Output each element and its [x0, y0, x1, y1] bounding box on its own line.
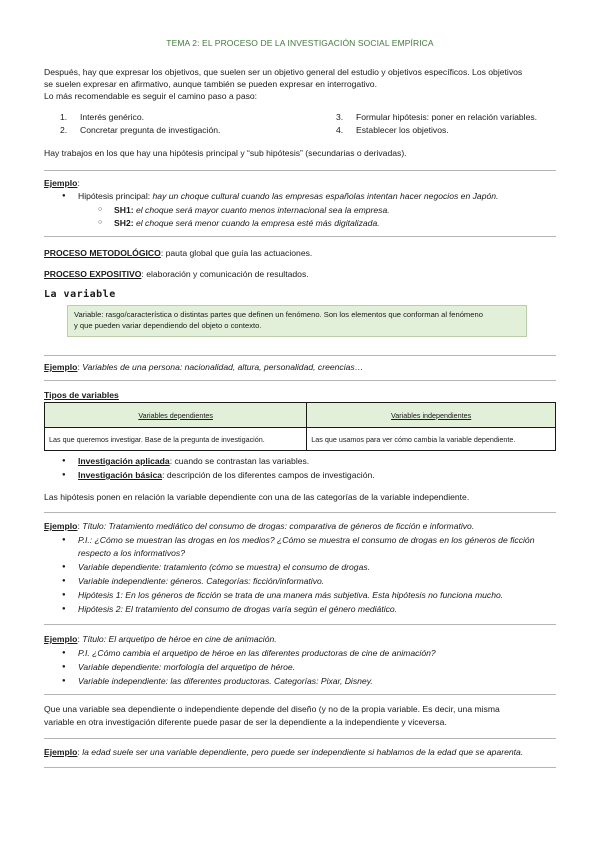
final-paragraph-line-1: Que una variable sea dependiente o independiente depende del diseño (y no de la propia variable. Es decir, una misma [44, 704, 500, 714]
example-3-bullet-5: ● Hipótesis 2: El tratamiento del consumo de drogas varía según el género mediático. [62, 603, 552, 615]
divider [44, 236, 556, 237]
sub-hypothesis-1 [98, 204, 548, 216]
intro-line-2: se suelen expresar en afirmativo, aunque también se pueden expresar en interrogativo. [44, 79, 377, 89]
divider [44, 694, 556, 695]
tipos-heading: Tipos de variables [44, 390, 119, 400]
investigacion-basica-label: Investigación básica [78, 470, 163, 480]
divider [44, 767, 556, 768]
investigacion-aplicada-text: : cuando se contrastan las variables. [169, 456, 310, 466]
variable-box-text-1: : rasgo/característica o distintas partes que definen un fenómeno. Son los elementos que conforman al fenómeno [101, 310, 483, 319]
investigacion-aplicada-label: Investigación aplicada [78, 456, 170, 466]
table-header-independientes: Variables independientes [307, 403, 556, 428]
investigacion-basica-text: : descripción de los diferentes campos de investigación. [162, 470, 375, 480]
step-3-number: 3. [336, 112, 344, 122]
example-3-bullet-1: ● P.I.: ¿Cómo se muestran las drogas en los medios? ¿Cómo se muestra el consumo de drogas en los géneros de ficción [62, 534, 552, 546]
example-label: Ejemplo [44, 178, 78, 188]
example-label: Ejemplo [44, 634, 78, 644]
sh2-label: SH2: [114, 218, 134, 228]
table-row [45, 428, 556, 451]
table-header-row [45, 403, 556, 428]
proceso-expositivo-text: elaboración y comunicación de resultados. [146, 269, 309, 279]
step-4-number: 4. [336, 125, 344, 135]
step-1-text: Interés genérico. [80, 112, 145, 122]
divider [44, 512, 556, 513]
main-hypothesis-text: hay un choque cultural cuando las empresas españolas intentan hacer negocios en Japón. [152, 191, 499, 201]
proceso-metodologico: PROCESO METODOLÓGICO: pauta global que guía las actuaciones. [44, 248, 313, 258]
intro-line-1: Después, hay que expresar los objetivos, que suelen ser un objetivo general del estudio y objetivos específicos. Los objetivos [44, 67, 523, 77]
example-4-bullet-2: ● Variable dependiente: morfología del arquetipo de héroe. [62, 661, 552, 673]
proceso-expositivo: PROCESO EXPOSITIVO: elaboración y comunicación de resultados. [44, 269, 309, 279]
sub-hypothesis-2 [98, 217, 548, 229]
variable-box-text-2: y que pueden variar dependiendo del objeto o contexto. [74, 321, 262, 330]
divider [44, 170, 556, 171]
example-5: Ejemplo: la edad suele ser una variable dependiente, pero puede ser independiente si hablamos de la edad que se aparenta. [44, 747, 524, 757]
example-3-bullet-1-cont: respecto a los informativos? [78, 548, 185, 558]
divider [44, 738, 556, 739]
example-2-text: Variables de una persona: nacionalidad, altura, personalidad, creencias… [82, 362, 364, 372]
step-3-text: Formular hipótesis: poner en relación variables. [356, 112, 538, 122]
intro-line-3: Lo más recomendable es seguir el camino paso a paso: [44, 91, 258, 101]
sh1-label: SH1: [114, 205, 134, 215]
example-4-title: Título: El arquetipo de héroe en cine de animación. [82, 634, 277, 644]
example-3-bullet-4: ● Hipótesis 1: En los géneros de ficción se trata de una manera más subjetiva. Esta hipótesis no funciona mucho. [62, 589, 552, 601]
divider [44, 355, 556, 356]
proceso-expositivo-label: PROCESO EXPOSITIVO [44, 269, 142, 279]
divider [44, 380, 556, 381]
table-header-dependientes: Variables dependientes [45, 403, 307, 428]
step-2-text: Concretar pregunta de investigación. [80, 125, 221, 135]
sh2-text: el choque será menor cuando la empresa esté más digitalizada. [135, 218, 380, 228]
page-title: TEMA 2: EL PROCESO DE LA INVESTIGACIÓN SOCIAL EMPÍRICA [166, 38, 434, 48]
variable-box-label: Variable [74, 310, 102, 319]
divider [44, 624, 556, 625]
variables-table [44, 402, 556, 451]
investigacion-aplicada [62, 455, 552, 467]
investigacion-basica [62, 469, 552, 481]
example-4-bullet-3: ● Variable independiente: las diferentes productoras. Categorías: Pixar, Disney. [62, 675, 552, 687]
table-cell-dependientes: Las que queremos investigar. Base de la pregunta de investigación. [45, 428, 307, 451]
variable-definition-box [67, 305, 527, 337]
example-1-label-line: Ejemplo: [44, 178, 80, 188]
proceso-metodologico-text: pauta global que guía las actuaciones. [165, 248, 313, 258]
step-1-number: 1. [60, 112, 68, 122]
example-4-bullet-1: ● P.I. ¿Cómo cambia el arquetipo de héroe en las diferentes productoras de cine de animación? [62, 647, 552, 659]
step-4-text: Establecer los objetivos. [356, 125, 449, 135]
la-variable-heading: La variable [44, 289, 116, 300]
hipotesis-relacion: Las hipótesis ponen en relación la variable dependiente con una de las categorías de la variable independiente. [44, 492, 470, 502]
example-label: Ejemplo [44, 747, 78, 757]
table-cell-independientes: Las que usamos para ver cómo cambia la variable dependiente. [307, 428, 556, 451]
example-3-title: Título: Tratamiento mediático del consumo de drogas: comparativa de géneros de ficción e informativo. [82, 521, 475, 531]
final-paragraph-line-2: variable en otra investigación diferente puede pasar de ser la dependiente a la independiente y viceversa. [44, 717, 447, 727]
proceso-metodologico-label: PROCESO METODOLÓGICO [44, 248, 161, 258]
example-3-title-line: Ejemplo: Título: Tratamiento mediático del consumo de drogas: comparativa de géneros de ficción e informativo. [44, 521, 475, 531]
example-label: Ejemplo [44, 362, 78, 372]
step-2-number: 2. [60, 125, 68, 135]
example-4-title-line: Ejemplo: Título: El arquetipo de héroe en cine de animación. [44, 634, 277, 644]
main-hypothesis-label: Hipótesis principal [78, 191, 148, 201]
sh1-text: el choque será mayor cuanto menos internacional sea la empresa. [135, 205, 390, 215]
example-1-main-hypothesis: ● Hipótesis principal: hay un choque cultural cuando las empresas españolas intentan hacer negocios en Japón. [62, 190, 552, 202]
example-3-bullet-2: ● Variable dependiente: tratamiento (cómo se muestra) el consumo de drogas. [62, 561, 552, 573]
example-2: Ejemplo: Variables de una persona: nacionalidad, altura, personalidad, creencias… [44, 362, 364, 372]
example-3-bullet-3: ● Variable independiente: géneros. Categorías: ficción/informativo. [62, 575, 552, 587]
example-label: Ejemplo [44, 521, 78, 531]
hypothesis-note: Hay trabajos en los que hay una hipótesis principal y “sub hipótesis” (secundarias o derivadas). [44, 148, 407, 158]
example-5-text: la edad suele ser una variable dependiente, pero puede ser independiente si hablamos de la edad que se aparenta. [82, 747, 524, 757]
